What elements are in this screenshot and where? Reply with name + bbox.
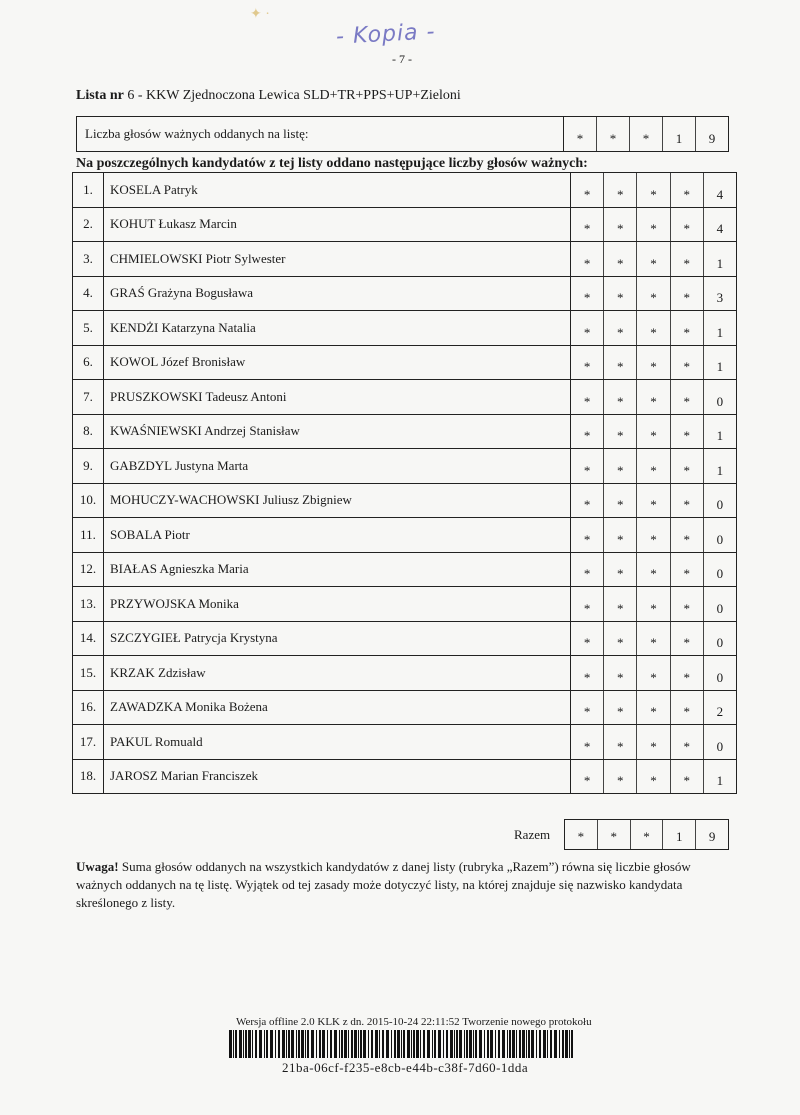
digit-cell: * xyxy=(670,691,703,725)
digit-cell: * xyxy=(636,656,669,690)
digit-cell: * xyxy=(603,173,636,207)
digit-cell: 4 xyxy=(703,208,736,242)
barcode-bar xyxy=(239,1030,242,1058)
barcode-bar xyxy=(528,1030,530,1058)
barcode-bar xyxy=(490,1030,493,1058)
digit-cell: * xyxy=(636,346,669,380)
digit-cell: * xyxy=(583,186,591,202)
barcode-bar xyxy=(427,1030,430,1058)
digit-cell: 1 xyxy=(703,760,736,794)
list-number: 6 xyxy=(127,88,135,103)
candidate-votes xyxy=(571,690,737,725)
barcode-bar xyxy=(344,1030,347,1058)
digit-cell: 1 xyxy=(662,820,695,849)
candidate-name: GABZDYL Justyna Marta xyxy=(104,449,571,484)
barcode-bar xyxy=(282,1030,285,1058)
note-paragraph xyxy=(76,858,736,912)
barcode-bar xyxy=(278,1030,280,1058)
list-heading xyxy=(76,88,461,104)
digit-cell: * xyxy=(670,415,703,449)
candidates-table xyxy=(72,172,737,794)
candidate-votes xyxy=(571,449,737,484)
digit-cell: 4 xyxy=(703,173,736,207)
digit-cell: * xyxy=(583,290,591,305)
list-label: Lista nr xyxy=(76,88,124,103)
barcode-bar xyxy=(464,1030,465,1058)
digit-cell: 9 xyxy=(695,820,728,849)
barcode-bar xyxy=(382,1030,384,1058)
barcode-bar xyxy=(536,1030,537,1058)
barcode-bar xyxy=(286,1030,287,1058)
digit-cell: * xyxy=(603,242,636,276)
barcode-bar xyxy=(316,1030,317,1058)
digit-cell: * xyxy=(603,725,636,759)
digit-cell: * xyxy=(583,428,591,443)
barcode-bar xyxy=(512,1030,515,1058)
barcode-bar xyxy=(298,1030,300,1058)
digit-cell: * xyxy=(583,393,591,409)
barcode-bar xyxy=(288,1030,290,1058)
candidate-row xyxy=(73,380,737,415)
barcode-bar xyxy=(438,1030,441,1058)
candidate-row xyxy=(73,345,737,380)
barcode-bar xyxy=(434,1030,436,1058)
candidate-votes xyxy=(571,656,737,691)
digit-cell: * xyxy=(583,669,591,685)
total-label: Razem xyxy=(514,827,551,842)
barcode-bar xyxy=(473,1030,474,1058)
candidate-row xyxy=(73,725,737,760)
barcode-bar xyxy=(562,1030,564,1058)
digit-cell: * xyxy=(636,277,669,311)
digit-cell: * xyxy=(636,553,669,587)
candidate-number: 4. xyxy=(73,276,104,311)
candidate-row xyxy=(73,449,737,484)
digit-cell: 9 xyxy=(695,117,728,151)
barcode-bar xyxy=(248,1030,251,1058)
barcode-bar xyxy=(341,1030,343,1058)
barcode-bar xyxy=(307,1030,309,1058)
candidate-name: KENDŻI Katarzyna Natalia xyxy=(104,311,571,346)
total-row xyxy=(486,819,729,850)
barcode-bar xyxy=(363,1030,366,1058)
digit-cell: * xyxy=(597,820,630,849)
candidate-votes xyxy=(571,242,737,277)
digit-cell: * xyxy=(603,449,636,483)
digit-cell: * xyxy=(577,829,585,844)
barcode-bar xyxy=(233,1030,234,1058)
candidate-row xyxy=(73,690,737,725)
digit-cell: * xyxy=(583,531,591,547)
digit-cell: 0 xyxy=(703,553,736,587)
candidate-name: KOWOL Józef Bronisław xyxy=(104,345,571,380)
digit-cell: * xyxy=(603,208,636,242)
barcode-bar xyxy=(311,1030,314,1058)
barcode-bar xyxy=(459,1030,462,1058)
barcode-bar xyxy=(270,1030,273,1058)
candidate-votes xyxy=(571,311,737,346)
digit-cell: * xyxy=(670,242,703,276)
digit-cell: * xyxy=(636,208,669,242)
digit-cell: * xyxy=(670,346,703,380)
digit-cell: * xyxy=(583,704,591,719)
digit-cell: * xyxy=(603,346,636,380)
list-committee: - KKW Zjednoczona Lewica SLD+TR+PPS+UP+Zieloni xyxy=(137,88,461,103)
note-prefix: Uwaga! xyxy=(76,859,119,874)
barcode-bar xyxy=(466,1030,468,1058)
barcode-bar xyxy=(351,1030,353,1058)
barcode-bar xyxy=(484,1030,485,1058)
digit-cell: * xyxy=(583,221,591,236)
candidate-row xyxy=(73,587,737,622)
copy-stamp: - Kopia - xyxy=(335,19,437,50)
barcode-bar xyxy=(358,1030,359,1058)
digit-cell: 1 xyxy=(703,415,736,449)
digit-cell: * xyxy=(583,255,591,271)
candidate-row xyxy=(73,518,737,553)
barcode-bar xyxy=(291,1030,294,1058)
barcode-bar xyxy=(275,1030,276,1058)
barcode-bar xyxy=(487,1030,489,1058)
barcode-bar xyxy=(469,1030,472,1058)
barcode-bar xyxy=(450,1030,453,1058)
digit-cell: * xyxy=(636,380,669,414)
barcode-bar xyxy=(509,1030,511,1058)
digit-cell: * xyxy=(603,760,636,794)
candidate-votes xyxy=(571,725,737,760)
barcode-bar xyxy=(379,1030,380,1058)
candidate-votes xyxy=(571,759,737,794)
candidate-votes xyxy=(571,518,737,553)
candidate-name: BIAŁAS Agnieszka Maria xyxy=(104,552,571,587)
digit-cell: * xyxy=(583,635,591,650)
candidate-row xyxy=(73,311,737,346)
barcode-bar xyxy=(569,1030,570,1058)
barcode-bar xyxy=(368,1030,369,1058)
digit-cell: 0 xyxy=(703,656,736,690)
candidate-votes xyxy=(571,207,737,242)
barcode-bar xyxy=(443,1030,444,1058)
candidate-votes xyxy=(571,345,737,380)
barcode-bar xyxy=(305,1030,306,1058)
candidate-name: SZCZYGIEŁ Patrycja Krystyna xyxy=(104,621,571,656)
candidate-row xyxy=(73,552,737,587)
barcode-bar xyxy=(498,1030,500,1058)
barcode-bar xyxy=(235,1030,237,1058)
digit-cell: * xyxy=(603,415,636,449)
document-hash: 21ba-06cf-f235-e8cb-e44b-c38f-7d60-1dda xyxy=(282,1060,529,1075)
digit-cell: * xyxy=(670,553,703,587)
digit-cell: * xyxy=(583,600,591,616)
barcode-bar xyxy=(502,1030,505,1058)
digit-cell: * xyxy=(670,449,703,483)
candidate-votes xyxy=(571,483,737,518)
candidate-number: 5. xyxy=(73,311,104,346)
digit-cell: * xyxy=(576,131,584,146)
candidate-votes xyxy=(571,414,737,449)
barcode-bar xyxy=(432,1030,433,1058)
digit-cell: 2 xyxy=(703,691,736,725)
digit-cell: * xyxy=(670,484,703,518)
barcode-bar xyxy=(416,1030,419,1058)
barcode-bar xyxy=(255,1030,257,1058)
barcode-bar xyxy=(375,1030,378,1058)
barcode-bar xyxy=(554,1030,557,1058)
digit-cell: 0 xyxy=(703,518,736,552)
digit-cell: 0 xyxy=(703,484,736,518)
candidate-votes xyxy=(571,587,737,622)
barcode-bar xyxy=(413,1030,415,1058)
barcode-bar xyxy=(339,1030,340,1058)
barcode-bar xyxy=(301,1030,304,1058)
digit-cell: * xyxy=(636,311,669,345)
digit-cell: * xyxy=(583,497,591,512)
digit-cell: * xyxy=(583,773,591,788)
digit-cell: * xyxy=(603,622,636,656)
candidate-votes xyxy=(571,621,737,656)
digit-cell: 0 xyxy=(703,622,736,656)
digit-cell: * xyxy=(629,117,662,151)
digit-cell: 1 xyxy=(703,449,736,483)
digit-cell: * xyxy=(636,725,669,759)
digit-cell: * xyxy=(670,725,703,759)
candidate-number: 18. xyxy=(73,759,104,794)
barcode-bar xyxy=(495,1030,496,1058)
candidate-number: 2. xyxy=(73,207,104,242)
candidate-votes xyxy=(571,380,737,415)
digit-cell: * xyxy=(583,738,591,754)
candidate-row xyxy=(73,414,737,449)
barcode-bar xyxy=(354,1030,357,1058)
candidate-name: ZAWADZKA Monika Bożena xyxy=(104,690,571,725)
digit-cell: * xyxy=(636,415,669,449)
candidates-heading: Na poszczególnych kandydatów z tej listy oddano następujące liczby głosów ważnych: xyxy=(76,156,588,171)
barcode-bar xyxy=(394,1030,396,1058)
barcode-bar xyxy=(397,1030,400,1058)
digit-cell: * xyxy=(636,691,669,725)
barcode-bar xyxy=(319,1030,321,1058)
digit-cell: * xyxy=(636,484,669,518)
barcode-bar xyxy=(371,1030,373,1058)
barcode-bar xyxy=(456,1030,458,1058)
digit-cell: * xyxy=(583,324,591,340)
barcode-bar xyxy=(296,1030,297,1058)
candidate-row xyxy=(73,483,737,518)
barcode-bar xyxy=(327,1030,328,1058)
digit-cell: * xyxy=(670,173,703,207)
candidate-votes xyxy=(571,552,737,587)
digit-cell: 1 xyxy=(703,242,736,276)
digit-cell: * xyxy=(603,691,636,725)
barcode-bar xyxy=(407,1030,410,1058)
digit-cell: * xyxy=(636,449,669,483)
barcode-bar xyxy=(266,1030,268,1058)
digit-cell: * xyxy=(670,518,703,552)
digit-cell: * xyxy=(583,462,591,478)
page-number: - 7 - xyxy=(392,52,412,66)
digit-cell: 0 xyxy=(703,587,736,621)
barcode-bar xyxy=(411,1030,412,1058)
barcode-bar xyxy=(348,1030,349,1058)
digit-cell: * xyxy=(670,380,703,414)
barcode-bar xyxy=(259,1030,262,1058)
candidate-number: 3. xyxy=(73,242,104,277)
barcode-bar xyxy=(403,1030,405,1058)
barcode-bar xyxy=(475,1030,477,1058)
digit-cell: * xyxy=(603,484,636,518)
digit-cell: * xyxy=(603,380,636,414)
candidate-name: KOSELA Patryk xyxy=(104,173,571,208)
barcode-bar xyxy=(401,1030,402,1058)
digit-cell: * xyxy=(670,622,703,656)
digit-cell: * xyxy=(670,311,703,345)
digit-cell: * xyxy=(670,277,703,311)
barcode-bar xyxy=(531,1030,534,1058)
candidate-name: PRZYWOJSKA Monika xyxy=(104,587,571,622)
candidate-row xyxy=(73,242,737,277)
candidate-number: 13. xyxy=(73,587,104,622)
candidate-name: PRUSZKOWSKI Tadeusz Antoni xyxy=(104,380,571,415)
valid-votes-label: Liczba głosów ważnych oddanych na listę: xyxy=(85,126,309,141)
barcode-bar xyxy=(454,1030,455,1058)
barcode-bar xyxy=(386,1030,389,1058)
barcode-bar xyxy=(526,1030,527,1058)
candidate-number: 16. xyxy=(73,690,104,725)
barcode-bar xyxy=(252,1030,253,1058)
candidate-name: JAROSZ Marian Franciszek xyxy=(104,759,571,794)
digit-cell: * xyxy=(603,311,636,345)
digit-cell: * xyxy=(583,566,591,581)
candidate-name: GRAŚ Grażyna Bogusława xyxy=(104,276,571,311)
candidate-name: PAKUL Romuald xyxy=(104,725,571,760)
barcode-bar xyxy=(264,1030,265,1058)
barcode-bar xyxy=(334,1030,337,1058)
digit-cell: * xyxy=(670,587,703,621)
barcode-bar xyxy=(519,1030,521,1058)
barcode-bar xyxy=(565,1030,568,1058)
barcode-bar xyxy=(243,1030,244,1058)
barcode-bar xyxy=(516,1030,517,1058)
candidate-number: 12. xyxy=(73,552,104,587)
candidate-number: 9. xyxy=(73,449,104,484)
candidate-name: KRZAK Zdzisław xyxy=(104,656,571,691)
barcode-bar xyxy=(420,1030,421,1058)
digit-cell: 3 xyxy=(703,277,736,311)
candidate-number: 11. xyxy=(73,518,104,553)
digit-cell: * xyxy=(596,117,629,151)
barcode-bar xyxy=(539,1030,541,1058)
digit-cell: * xyxy=(603,518,636,552)
digit-cell: * xyxy=(670,208,703,242)
digit-cell: * xyxy=(636,518,669,552)
barcode-bar xyxy=(322,1030,325,1058)
digit-cell: * xyxy=(603,277,636,311)
candidate-row xyxy=(73,276,737,311)
digit-cell: * xyxy=(636,242,669,276)
candidate-row xyxy=(73,173,737,208)
digit-cell: 1 xyxy=(703,346,736,380)
digit-cell: 0 xyxy=(703,380,736,414)
digit-cell: * xyxy=(636,622,669,656)
barcode-bar xyxy=(559,1030,560,1058)
digit-cell: * xyxy=(603,553,636,587)
barcode-bar xyxy=(522,1030,525,1058)
digit-cell: * xyxy=(603,656,636,690)
digit-cell: * xyxy=(670,760,703,794)
barcode-bar xyxy=(330,1030,332,1058)
digit-cell: * xyxy=(636,587,669,621)
candidate-number: 1. xyxy=(73,173,104,208)
candidate-number: 6. xyxy=(73,345,104,380)
digit-cell: * xyxy=(670,656,703,690)
candidate-votes xyxy=(571,173,737,208)
digit-cell: * xyxy=(630,820,663,849)
candidate-row xyxy=(73,621,737,656)
valid-votes-digits xyxy=(563,117,728,151)
candidate-name: KWAŚNIEWSKI Andrzej Stanisław xyxy=(104,414,571,449)
barcode-bar xyxy=(245,1030,247,1058)
barcode-bar xyxy=(391,1030,392,1058)
digit-cell: * xyxy=(636,173,669,207)
candidate-name: SOBALA Piotr xyxy=(104,518,571,553)
digit-cell: * xyxy=(636,760,669,794)
digit-cell: 1 xyxy=(662,117,695,151)
candidate-number: 10. xyxy=(73,483,104,518)
note-text: Suma głosów oddanych na wszystkich kandydatów z danej listy (rubryka „Razem”) równa się liczbie głosów ważnych oddanych na tę listę. Wyjątek od tej zasady może dotyczyć listy, na której znajduje się nazwisko kandydata skreślonego z listy. xyxy=(76,859,691,910)
candidate-number: 14. xyxy=(73,621,104,656)
candidate-number: 8. xyxy=(73,414,104,449)
barcode-bar xyxy=(229,1030,232,1058)
barcode-bar xyxy=(446,1030,448,1058)
barcode-image xyxy=(229,1030,573,1058)
total-digits xyxy=(564,819,729,850)
candidate-row xyxy=(73,656,737,691)
version-footer: Wersja offline 2.0 KLK z dn. 2015-10-24 22:11:52 Tworzenie nowego protokołu xyxy=(236,1016,592,1028)
barcode-bar xyxy=(423,1030,425,1058)
barcode-bar xyxy=(360,1030,362,1058)
candidate-row xyxy=(73,759,737,794)
barcode-bar xyxy=(479,1030,482,1058)
barcode-bar xyxy=(543,1030,546,1058)
digit-cell: 1 xyxy=(703,311,736,345)
barcode-bar xyxy=(550,1030,552,1058)
candidate-name: MOHUCZY-WACHOWSKI Juliusz Zbigniew xyxy=(104,483,571,518)
candidate-name: CHMIELOWSKI Piotr Sylwester xyxy=(104,242,571,277)
barcode-bar xyxy=(507,1030,508,1058)
digit-cell: 0 xyxy=(703,725,736,759)
candidate-number: 7. xyxy=(73,380,104,415)
candidate-name: KOHUT Łukasz Marcin xyxy=(104,207,571,242)
candidate-number: 17. xyxy=(73,725,104,760)
candidate-votes xyxy=(571,276,737,311)
barcode-bar xyxy=(571,1030,573,1058)
digit-cell: * xyxy=(603,587,636,621)
candidate-row xyxy=(73,207,737,242)
candidate-number: 15. xyxy=(73,656,104,691)
paper-mark: ✦ · xyxy=(250,7,270,22)
valid-votes-box xyxy=(76,116,729,152)
digit-cell: * xyxy=(583,359,591,374)
barcode-bar xyxy=(547,1030,548,1058)
